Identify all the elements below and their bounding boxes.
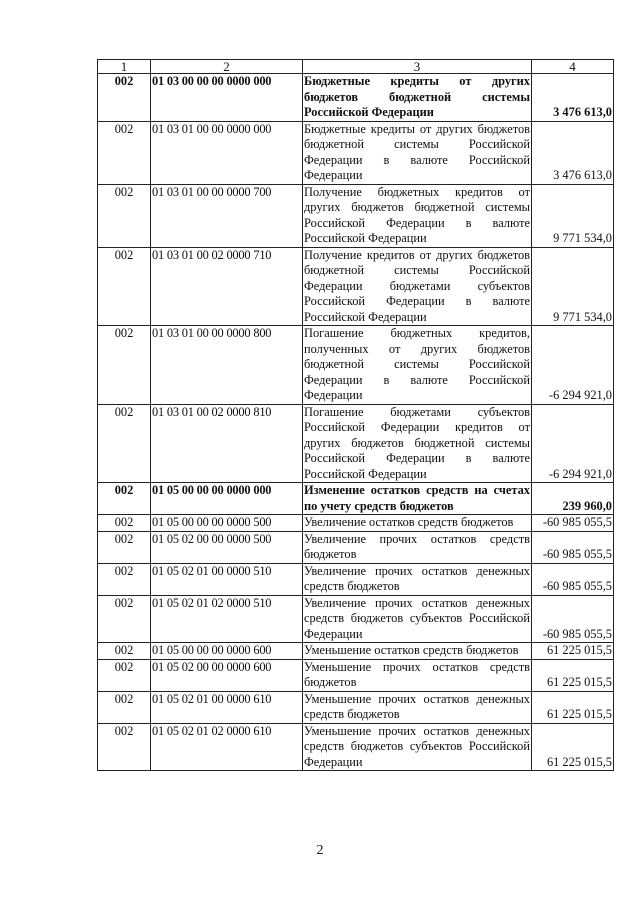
row-classification-code: 01 03 01 00 02 0000 710 [151,247,303,326]
row-description: Уменьшение прочих остатков денежных средств бюджетов [304,691,530,721]
row-classification-code: 01 03 01 00 00 0000 000 [151,121,303,184]
table-row [98,643,614,660]
row-description: Получение бюджетных кредитов от других бюджетов бюджетной системы Российской Федерации в валюте Российской Федерации [304,184,530,245]
row-description: Увеличение прочих остатков денежных средств бюджетов [304,563,530,593]
header-col-3: 3 [303,60,532,74]
table-row [98,659,614,691]
row-amount: 9 771 534,0 [532,247,614,326]
row-amount: -60 985 055,5 [532,595,614,643]
row-classification-code: 01 03 01 00 00 0000 800 [151,326,303,405]
row-amount: -6 294 921,0 [532,326,614,405]
row-classification-code: 01 05 02 00 00 0000 500 [151,531,303,563]
table-row [98,74,614,122]
row-amount: -60 985 055,5 [532,531,614,563]
row-classification-code: 01 05 02 00 00 0000 600 [151,659,303,691]
page-number: 2 [316,843,324,858]
row-amount: 3 476 613,0 [532,121,614,184]
row-classification-code: 01 05 00 00 00 0000 600 [151,643,303,660]
table-row [98,515,614,532]
row-admin-code: 002 [98,723,151,771]
row-description: Бюджетные кредиты от других бюджетов бюджетной системы Российской Федерации в валюте Российской Федерации [304,121,530,182]
row-classification-code: 01 05 02 01 02 0000 510 [151,595,303,643]
row-admin-code: 002 [98,483,151,515]
row-admin-code: 002 [98,659,151,691]
row-description: Погашение бюджетами субъектов Российской Федерации кредитов от других бюджетов бюджетной системы Российской Федерации в валюте Российской Федерации [304,404,530,481]
row-amount: 61 225 015,5 [532,659,614,691]
table-row [98,691,614,723]
budget-sources-table [97,59,614,771]
row-admin-code: 002 [98,691,151,723]
row-description: Получение кредитов от других бюджетов бюджетной системы Российской Федерации бюджетами субъектов Российской Федерации в валюте Российской Федерации [304,247,530,324]
row-classification-code: 01 05 02 01 00 0000 610 [151,691,303,723]
table-row [98,184,614,247]
row-amount: 239 960,0 [532,483,614,515]
header-col-1: 1 [98,60,151,74]
row-description: Бюджетные кредиты от других бюджетов бюджетной системы Российской Федерации [304,74,530,119]
table-row [98,404,614,483]
table-row [98,531,614,563]
table-row [98,483,614,515]
row-amount: -60 985 055,5 [532,563,614,595]
header-col-2: 2 [151,60,303,74]
row-description: Уменьшение прочих остатков средств бюджетов [304,659,530,689]
row-classification-code: 01 03 00 00 00 0000 000 [151,74,303,122]
row-admin-code: 002 [98,595,151,643]
row-classification-code: 01 05 02 01 02 0000 610 [151,723,303,771]
table-row [98,595,614,643]
row-admin-code: 002 [98,74,151,122]
row-admin-code: 002 [98,121,151,184]
table-row [98,723,614,771]
row-classification-code: 01 03 01 00 02 0000 810 [151,404,303,483]
row-amount: -60 985 055,5 [532,515,614,532]
row-admin-code: 002 [98,563,151,595]
table-row [98,326,614,405]
row-classification-code: 01 05 02 01 00 0000 510 [151,563,303,595]
row-amount: 9 771 534,0 [532,184,614,247]
row-admin-code: 002 [98,184,151,247]
row-description: Уменьшение остатков средств бюджетов [303,643,532,660]
header-col-4: 4 [532,60,614,74]
row-admin-code: 002 [98,404,151,483]
row-classification-code: 01 05 00 00 00 0000 500 [151,515,303,532]
row-classification-code: 01 03 01 00 00 0000 700 [151,184,303,247]
row-amount: 61 225 015,5 [532,723,614,771]
row-amount: 61 225 015,5 [532,643,614,660]
row-classification-code: 01 05 00 00 00 0000 000 [151,483,303,515]
row-description: Уменьшение прочих остатков денежных средств бюджетов субъектов Российской Федерации [304,723,530,769]
row-amount: -6 294 921,0 [532,404,614,483]
row-admin-code: 002 [98,326,151,405]
row-amount: 3 476 613,0 [532,74,614,122]
row-admin-code: 002 [98,515,151,532]
row-admin-code: 002 [98,531,151,563]
row-amount: 61 225 015,5 [532,691,614,723]
table-row [98,121,614,184]
row-description: Увеличение прочих остатков средств бюджетов [304,531,530,561]
row-description: Увеличение остатков средств бюджетов [303,515,532,532]
table-header-row [98,60,614,74]
row-admin-code: 002 [98,247,151,326]
row-description: Погашение бюджетных кредитов, полученных от других бюджетов бюджетной системы Российской Федерации в валюте Российской Федерации [304,326,530,402]
row-description: Увеличение прочих остатков денежных средств бюджетов субъектов Российской Федерации [304,595,530,641]
row-admin-code: 002 [98,643,151,660]
table-row [98,247,614,326]
table-row [98,563,614,595]
row-description: Изменение остатков средств на счетах по учету средств бюджетов [304,483,530,513]
